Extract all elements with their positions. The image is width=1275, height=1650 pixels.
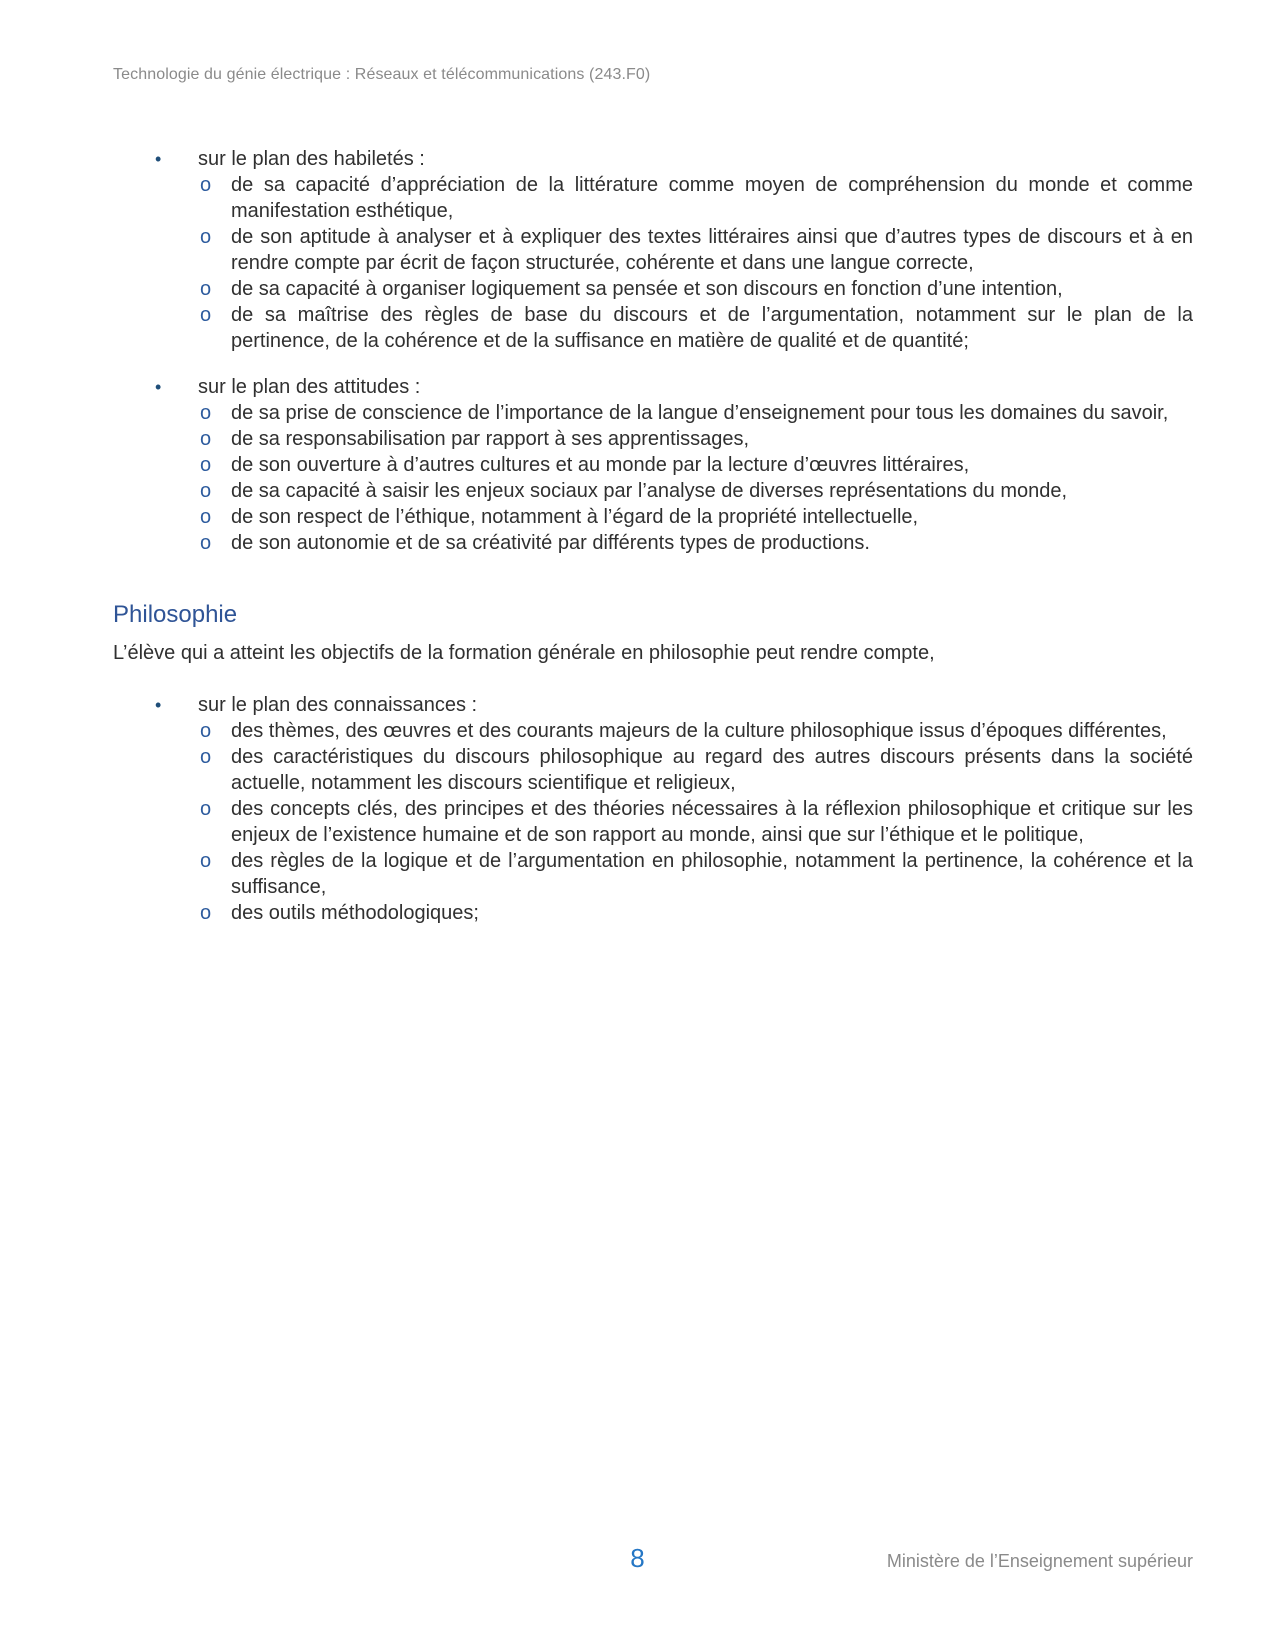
sub-bullet-item xyxy=(113,276,1193,302)
bullet-dot-icon: • xyxy=(155,695,162,715)
bullet-label: sur le plan des connaissances : xyxy=(198,694,478,716)
circle-marker-icon: o xyxy=(200,428,212,450)
sub-bullet-text: de son ouverture à d’autres cultures et au monde par la lecture d’œuvres littéraires, xyxy=(231,454,970,476)
sub-bullet-item xyxy=(113,452,1193,478)
sub-bullet-item xyxy=(113,718,1193,744)
circle-marker-icon: o xyxy=(200,902,212,924)
sub-bullet-item xyxy=(113,530,1193,556)
circle-marker-icon: o xyxy=(200,720,212,742)
sub-bullet-text: des thèmes, des œuvres et des courants majeurs de la culture philosophique issus d’époques différentes, xyxy=(231,720,1167,742)
bullet-group xyxy=(113,692,1193,926)
sub-bullet-text: de sa prise de conscience de l’importance de la langue d’enseignement pour tous les domaines du savoir, xyxy=(231,402,1169,424)
bullet-group xyxy=(113,146,1193,354)
circle-marker-icon: o xyxy=(200,480,212,502)
sub-bullet-text: des outils méthodologiques; xyxy=(231,902,479,924)
sub-bullet-item xyxy=(113,900,1193,926)
bullet-item xyxy=(113,146,1193,172)
circle-marker-icon: o xyxy=(200,226,212,248)
sub-bullet-text: de sa capacité à organiser logiquement sa pensée et son discours en fonction d’une intention, xyxy=(231,278,1063,300)
header-title: Technologie du génie électrique : Réseaux et télécommunications (243.F0) xyxy=(113,66,651,83)
sub-bullet-text: des concepts clés, des principes et des théories nécessaires à la réflexion philosophique et critique sur les enjeux de l’existence humaine et de son rapport au monde, ainsi que sur l’éthique et le politique, xyxy=(231,798,1193,846)
circle-marker-icon: o xyxy=(200,278,212,300)
circle-marker-icon: o xyxy=(200,746,212,768)
sub-bullet-item xyxy=(113,744,1193,796)
page-header xyxy=(113,66,650,84)
sub-bullet-item xyxy=(113,848,1193,900)
bullet-item xyxy=(113,692,1193,718)
bullet-dot-icon: • xyxy=(155,149,162,169)
sub-bullet-text: de son respect de l’éthique, notamment à l’égard de la propriété intellectuelle, xyxy=(231,506,919,528)
page-number: 8 xyxy=(630,1543,645,1573)
bullet-label: sur le plan des habiletés : xyxy=(198,148,425,170)
document-body xyxy=(113,146,1193,926)
sub-bullet-item xyxy=(113,400,1193,426)
sub-bullet-item xyxy=(113,302,1193,354)
sub-bullet-text: des caractéristiques du discours philosophique au regard des autres discours présents dans la société actuelle, notamment les discours scientifique et religieux, xyxy=(231,746,1193,794)
circle-marker-icon: o xyxy=(200,798,212,820)
bullet-item xyxy=(113,374,1193,400)
circle-marker-icon: o xyxy=(200,402,212,424)
sub-bullet-item xyxy=(113,224,1193,276)
sub-bullet-text: des règles de la logique et de l’argumentation en philosophie, notamment la pertinence, la cohérence et la suffisance, xyxy=(231,850,1193,898)
sub-bullet-text: de sa capacité d’appréciation de la littérature comme moyen de compréhension du monde et comme manifestation esthétique, xyxy=(231,174,1193,222)
bullet-label: sur le plan des attitudes : xyxy=(198,376,421,398)
circle-marker-icon: o xyxy=(200,174,212,196)
circle-marker-icon: o xyxy=(200,454,212,476)
intro-paragraph: L’élève qui a atteint les objectifs de la formation générale en philosophie peut rendre compte, xyxy=(113,642,935,664)
sub-bullet-text: de sa capacité à saisir les enjeux sociaux par l’analyse de diverses représentations du monde, xyxy=(231,480,1068,502)
sub-bullet-text: de son autonomie et de sa créativité par différents types de productions. xyxy=(231,532,870,554)
section-heading: Philosophie xyxy=(113,601,238,628)
circle-marker-icon: o xyxy=(200,304,212,326)
sub-bullet-item xyxy=(113,796,1193,848)
circle-marker-icon: o xyxy=(200,850,212,872)
circle-marker-icon: o xyxy=(200,532,212,554)
sub-bullet-text: de sa maîtrise des règles de base du discours et de l’argumentation, notamment sur le plan de la pertinence, de la cohérence et de la suffisance en matière de qualité et de quantité; xyxy=(231,304,1193,352)
sub-bullet-text: de sa responsabilisation par rapport à ses apprentissages, xyxy=(231,428,750,450)
sub-bullet-item xyxy=(113,504,1193,530)
sub-bullet-item xyxy=(113,172,1193,224)
sub-bullet-text: de son aptitude à analyser et à expliquer des textes littéraires ainsi que d’autres types de discours et à en rendre compte par écrit de façon structurée, cohérente et dans une langue correcte, xyxy=(231,226,1193,274)
sub-bullet-item xyxy=(113,426,1193,452)
footer-ministry: Ministère de l’Enseignement supérieur xyxy=(886,1551,1193,1571)
bullet-group xyxy=(113,374,1193,556)
circle-marker-icon: o xyxy=(200,506,212,528)
sub-bullet-item xyxy=(113,478,1193,504)
bullet-dot-icon: • xyxy=(155,377,162,397)
